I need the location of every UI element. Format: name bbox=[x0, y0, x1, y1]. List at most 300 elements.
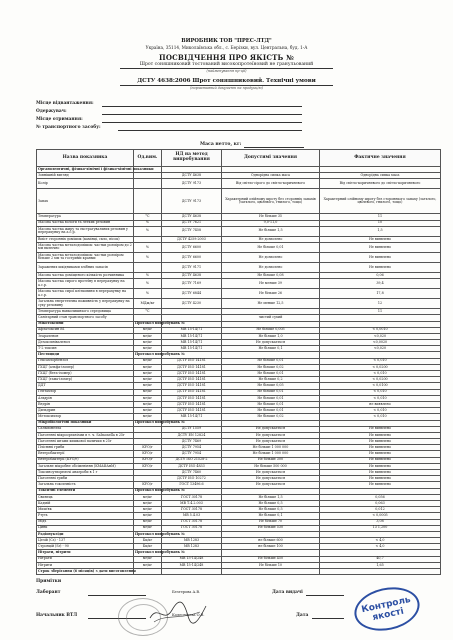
table-cell: Патогенні гриби bbox=[37, 476, 134, 482]
table-cell: 1,5 bbox=[320, 226, 441, 236]
table-cell: Т-2 токсин bbox=[37, 346, 134, 352]
table-cell: Не більше 0,01 bbox=[222, 389, 320, 395]
table-cell: Не більше 0,01 bbox=[222, 408, 320, 414]
table-cell: ДСТУ ISO 14181 bbox=[162, 395, 222, 401]
table-cell: Пестициди bbox=[37, 352, 134, 358]
table-cell: мг/кг bbox=[134, 556, 162, 562]
table-cell: < 0,0005 bbox=[320, 513, 441, 519]
table-cell: Не більше 300 bbox=[222, 457, 320, 463]
table-cell: ГХЦГ (гама-ізомер) bbox=[37, 377, 134, 383]
table-cell: МВ 15-14/71 bbox=[162, 340, 222, 346]
table-cell: ДСТУ 9173 bbox=[162, 179, 222, 189]
table-cell: 12 bbox=[320, 299, 441, 309]
table-cell: Санітарний стан транспортного засобу bbox=[37, 315, 134, 321]
table-cell: КУО/г bbox=[134, 463, 162, 469]
table-cell: 17,8 bbox=[320, 289, 441, 299]
document-title: ПОСВІДЧЕННЯ ПРО ЯКІСТЬ № bbox=[159, 53, 294, 62]
table-cell: °С bbox=[134, 214, 162, 220]
table-cell: не виявлено bbox=[320, 401, 441, 407]
table-cell: КУО/г bbox=[134, 451, 162, 457]
table-cell: мг/кг bbox=[134, 395, 162, 401]
vehicle-number-label: № транспортного засобу: bbox=[36, 125, 101, 130]
table-cell: Не виявлено bbox=[320, 432, 441, 438]
table-cell: Загальна токсичність bbox=[37, 482, 134, 488]
table-row bbox=[37, 189, 441, 214]
table-cell: мг/кг bbox=[134, 346, 162, 352]
table-cell: Масова частка сирого протеїну в перерахунку на а.с.р. bbox=[37, 279, 134, 289]
head-name: Колеснікова О.В. bbox=[172, 613, 205, 617]
table-cell: 10 bbox=[320, 220, 441, 226]
table-cell: Температура навколишнього середовища bbox=[37, 309, 134, 315]
table-cell: мг/кг bbox=[134, 494, 162, 500]
table-row bbox=[37, 252, 441, 262]
table-cell: ДСТУ ISO 10272 bbox=[162, 476, 222, 482]
table-cell: 13 1,200 bbox=[320, 525, 441, 531]
table-cell: Зовнішній вигляд bbox=[37, 173, 134, 179]
table-cell: Не більше 500 000 bbox=[222, 463, 320, 469]
table-cell: ДСТУ ISO 21528-2 bbox=[162, 457, 222, 463]
date-issue-label: Дата видачі bbox=[272, 590, 303, 595]
table-cell: Нітрати bbox=[37, 556, 134, 562]
table-cell: чистий сухий bbox=[222, 315, 320, 321]
company-address: Україна, 35114, Миколаївська обл., с. Берізки, вул. Центральна, буд. 1-А bbox=[145, 45, 308, 50]
head-label: Начальник ВТЛ bbox=[36, 613, 78, 618]
table-cell: 1,65 bbox=[320, 562, 441, 568]
table-cell: МВ Т.4.2.003 bbox=[162, 500, 222, 506]
table-cell: <0,020 bbox=[320, 346, 441, 352]
table-cell: 11 bbox=[320, 214, 441, 220]
table-cell: ГХЦГ (бета-ізомер) bbox=[37, 371, 134, 377]
table-cell: Органолептичні, фізико-хімічні і фізико-хімічні показники bbox=[38, 166, 154, 171]
table-cell: Дильдрин bbox=[37, 408, 134, 414]
table-cell: мг/кг bbox=[134, 333, 162, 339]
table-cell: Бк/кг bbox=[134, 538, 162, 544]
table-cell: мг/кг bbox=[134, 358, 162, 364]
table-cell: мг/кг bbox=[134, 327, 162, 333]
table-cell: < 0,0010 bbox=[320, 327, 441, 333]
table-cell bbox=[134, 569, 162, 575]
table-cell: Патогенні штами кишкової палички в 25г bbox=[37, 439, 134, 445]
table-cell: ДДТ bbox=[37, 383, 134, 389]
table-cell: мг/кг bbox=[134, 401, 162, 407]
table-row bbox=[37, 262, 441, 272]
table-cell: Загальна енергетична поживність у перерахунку на суху речовину bbox=[37, 299, 134, 309]
table-cell: Масова частка вологи та летких речовин bbox=[37, 220, 134, 226]
receiving-place-line bbox=[102, 122, 302, 123]
table-cell: 0,012 bbox=[320, 507, 441, 513]
table-cell: % bbox=[134, 279, 162, 289]
table-cell: КУО/г bbox=[134, 457, 162, 463]
table-row bbox=[37, 279, 441, 289]
table-cell: мг/кг bbox=[134, 414, 162, 420]
table-cell: мг/кг bbox=[134, 371, 162, 377]
date-issue-line bbox=[306, 595, 344, 596]
table-cell: ДСТУ ISO 14181 bbox=[162, 401, 222, 407]
table-cell: Не виявлено bbox=[320, 470, 441, 476]
table-cell: Не допускається bbox=[222, 439, 320, 445]
table-cell: МДж/кг bbox=[134, 299, 162, 309]
column-header: Од.вим. bbox=[134, 150, 162, 167]
table-cell: Не більше 70 bbox=[222, 519, 320, 525]
table-cell: 0,063 bbox=[320, 500, 441, 506]
table-cell: Ртуть bbox=[37, 513, 134, 519]
table-cell: ГХЦГ (альфа-ізомер) bbox=[37, 364, 134, 370]
table-row bbox=[37, 226, 441, 236]
table-cell: Не більше 450 bbox=[222, 556, 320, 562]
table-cell: Гексахлорбензол bbox=[37, 358, 134, 364]
table-cell: Нітрити bbox=[37, 562, 134, 568]
date-label: Дата bbox=[296, 613, 309, 618]
table-cell: Не дозволено bbox=[222, 236, 320, 242]
table-cell: Не більше 0,05 bbox=[222, 383, 320, 389]
table-cell: Ентеробактерії bbox=[37, 451, 134, 457]
table-cell: < 0,010 bbox=[320, 408, 441, 414]
table-cell: Не більше 1 000 000 bbox=[222, 445, 320, 451]
table-cell: ДСТУ ISO 14181 bbox=[162, 358, 222, 364]
table-cell: Ентеробактерії (КУО/г) bbox=[37, 457, 134, 463]
net-mass-line bbox=[244, 147, 304, 148]
table-cell: Не більше 0,01 bbox=[222, 358, 320, 364]
table-cell: ДСТУ ISO 4833 bbox=[162, 463, 222, 469]
table-cell: Радіонукліди bbox=[37, 531, 134, 537]
table-cell: ДСТУ ISO 14181 bbox=[162, 383, 222, 389]
quality-control-stamp bbox=[350, 582, 423, 637]
table-cell: МВ 15-14/248 bbox=[162, 562, 222, 568]
table-cell: °С bbox=[134, 309, 162, 315]
table-cell: 40,7 bbox=[320, 556, 441, 562]
product-note: (найменування пр-ції) bbox=[206, 69, 247, 73]
table-cell: ДСТУ ISO 14181 bbox=[162, 408, 222, 414]
table-cell: Не більше 0,01 bbox=[222, 242, 320, 252]
table-cell: Не більше 0,5 bbox=[222, 500, 320, 506]
table-cell: Не допускається bbox=[222, 482, 320, 488]
table-cell: КУО/г bbox=[134, 482, 162, 488]
table-body bbox=[37, 167, 441, 575]
table-cell: Масова частка сирої клітковини в перерахунку на а.с.р. bbox=[37, 289, 134, 299]
table-cell: Не допускається bbox=[222, 470, 320, 476]
table-cell: ДСТУ ISO 14181 bbox=[162, 364, 222, 370]
table-cell: Не виявлено bbox=[320, 242, 441, 252]
table-cell: % bbox=[134, 272, 162, 278]
table-cell: Масова частка металодомішок: частки розміром більше 2 мм та гострими краями bbox=[37, 252, 134, 262]
table-cell: 9,0-11,0 bbox=[222, 220, 320, 226]
table-cell: мг/кг bbox=[134, 377, 162, 383]
table-cell: МВ 1283 bbox=[162, 538, 222, 544]
table-cell: ДСТУ 4638 bbox=[162, 173, 222, 179]
recipient-label: Одержувач: bbox=[36, 109, 67, 114]
table-cell: мг/кг bbox=[134, 562, 162, 568]
table-cell: мг/кг bbox=[134, 383, 162, 389]
table-cell: Ендрін bbox=[37, 401, 134, 407]
table-cell: Протокол випробувань № bbox=[135, 531, 185, 536]
table-cell: < 4,0 bbox=[320, 544, 441, 550]
table-cell: Від світло-сірого до світло-коричневого bbox=[222, 179, 320, 189]
table-cell: < 0,010 bbox=[320, 414, 441, 420]
table-cell: Колір bbox=[37, 179, 134, 189]
standard-note: (нормативний документ на продукцію) bbox=[190, 86, 263, 90]
table-cell: ДСТУ 4259:2003 bbox=[162, 236, 222, 242]
table-cell: Не виявлено bbox=[320, 451, 441, 457]
table-cell: мг/кг bbox=[134, 389, 162, 395]
vehicle-number-line bbox=[118, 130, 302, 131]
table-cell: Не більше 0,005 bbox=[222, 327, 320, 333]
table-cell: Не більше 26 bbox=[222, 289, 320, 299]
table-cell: Протокол випробувань № bbox=[135, 321, 185, 326]
table-cell: Не більше 0,2 bbox=[222, 377, 320, 383]
table-cell: Протокол випробувань № bbox=[135, 550, 185, 555]
table-cell: Не дозволено bbox=[222, 262, 320, 272]
table-cell: Не виявлено bbox=[320, 252, 441, 262]
table-cell: МВ 5.4.03 bbox=[162, 513, 222, 519]
table-cell: Не виявлено bbox=[320, 463, 441, 469]
table-cell: Не більше 0,02 bbox=[222, 364, 320, 370]
table-cell: Не виявлено bbox=[320, 476, 441, 482]
table-cell: 11 bbox=[320, 309, 441, 315]
table-cell: не більше 600 bbox=[222, 538, 320, 544]
table-cell: ДСТУ 4638 bbox=[162, 272, 222, 278]
table-cell: Характерний олійному шроту без сторонніх запахів (затхлого, цвілевого, гнилого, тощо) bbox=[222, 189, 320, 214]
table-cell: Характерний олійному шроту без стороннього запаху (затхлого, цвілевого, гнилого, тощо) bbox=[320, 189, 441, 214]
table-cell: ДСТУ 6600 bbox=[162, 252, 222, 262]
table-cell: <0,0020 bbox=[320, 340, 441, 346]
table-cell: Від світло-коричневого до світло-коричневого bbox=[320, 179, 441, 189]
table-cell: мг/кг bbox=[134, 519, 162, 525]
table-row bbox=[37, 289, 441, 299]
remarks-label: Примітки bbox=[36, 579, 62, 584]
table-cell: < 0,010 bbox=[320, 371, 441, 377]
table-cell: % bbox=[134, 289, 162, 299]
table-cell: % bbox=[134, 220, 162, 226]
column-header: Назва показника bbox=[37, 150, 134, 167]
table-cell: Плісняві гриби bbox=[37, 445, 134, 451]
table-cell: ДСТУ 7458 bbox=[162, 226, 222, 236]
table-cell: ДСТУ 7460 bbox=[162, 470, 222, 476]
table-cell: ДСТУ ISO 14181 bbox=[162, 389, 222, 395]
stamp-text: Контроль якості bbox=[360, 595, 412, 624]
labtech-name: Безгерова А.В. bbox=[172, 590, 201, 594]
table-cell: Протокол випробувань № bbox=[135, 488, 185, 493]
table-cell: Патогенні мікроорганізми в т. ч. Salmonella в 25г bbox=[37, 432, 134, 438]
table-cell: < 0,010 bbox=[320, 358, 441, 364]
table-cell: Мікробіологічні показники bbox=[37, 420, 134, 426]
table-cell: Не більше 0,1 bbox=[222, 346, 320, 352]
table-cell: Не виявлено bbox=[320, 426, 441, 432]
table-row bbox=[37, 179, 441, 189]
table-cell: Не допускається bbox=[222, 476, 320, 482]
quality-table bbox=[36, 149, 441, 575]
table-row bbox=[37, 299, 441, 309]
table-cell: ДСТУ 7469 bbox=[162, 439, 222, 445]
table-cell: Не дозволено bbox=[222, 252, 320, 262]
table-cell: Стронцій (Sr) - 90 bbox=[37, 544, 134, 550]
table-cell: Не більше 0,1 bbox=[222, 513, 320, 519]
table-cell: Не більше 0,01 bbox=[222, 371, 320, 377]
table-cell: Не виявлено bbox=[320, 262, 441, 272]
table-cell: Цинк bbox=[37, 525, 134, 531]
table-cell: Не виявлено bbox=[320, 439, 441, 445]
table-cell: Не більше 530 bbox=[222, 525, 320, 531]
table-cell: Протокол випробувань № bbox=[135, 420, 185, 425]
table-cell: 39,4 bbox=[320, 279, 441, 289]
table-cell: ГОСТ 13496.6 bbox=[162, 482, 222, 488]
table-cell: Не менше 12,5 bbox=[222, 299, 320, 309]
table-section-row bbox=[37, 569, 441, 575]
date-line bbox=[312, 618, 344, 619]
table-cell: ДСТУ ISO 14181 bbox=[162, 377, 222, 383]
table-cell: Цезій (Cs) - 137 bbox=[37, 538, 134, 544]
column-header: НД на метод випробування bbox=[162, 150, 222, 167]
table-cell: Не більше 10 bbox=[222, 562, 320, 568]
table-cell: мг/кг bbox=[134, 500, 162, 506]
table-cell bbox=[134, 262, 162, 272]
table-cell: < 4,0 bbox=[320, 538, 441, 544]
table-cell: Не допускається bbox=[222, 340, 320, 346]
table-cell: мг/кг bbox=[134, 408, 162, 414]
table-cell: мг/кг bbox=[134, 364, 162, 370]
table-cell: ДСТУ 6844 bbox=[162, 289, 222, 299]
table-cell: % bbox=[134, 242, 162, 252]
table-cell: МВ 15-14/71 bbox=[162, 346, 222, 352]
table-cell: Масова частка металодомішок: частки розміром до 2 мм включно bbox=[38, 242, 132, 251]
table-cell: Не більше 1,5 bbox=[222, 226, 320, 236]
table-cell: % bbox=[134, 226, 162, 236]
table-cell: не більше 100 bbox=[222, 544, 320, 550]
table-cell: ДСТУ 9173 bbox=[162, 189, 222, 214]
table-cell: Вміст сторонніх домішок (камінці, скло, пісок) bbox=[37, 236, 134, 242]
table-cell: Однорідна сипка маса bbox=[320, 173, 441, 179]
table-cell: ДСТУ 4638 bbox=[162, 214, 222, 220]
table-cell: Нітрати, нітрити bbox=[37, 550, 134, 556]
table-cell: ДСТУ ISO 14181 bbox=[162, 371, 222, 377]
shipment-place-line bbox=[102, 106, 302, 107]
table-cell: Не більше 0,01 bbox=[222, 395, 320, 401]
table-cell: мг/кг bbox=[134, 340, 162, 346]
table-cell: < 0,0200 bbox=[320, 364, 441, 370]
column-header: Допустимі значення bbox=[222, 150, 320, 167]
company-name: ВИРОБНИК ТОВ "ПРЕС-ЛТД" bbox=[181, 38, 272, 44]
table-cell: Протокол випробувань № bbox=[135, 352, 185, 357]
table-cell: Запах bbox=[37, 189, 134, 214]
table-cell: ДСТУ 7621 bbox=[162, 220, 222, 226]
table-cell: мг/кг bbox=[134, 507, 162, 513]
table-cell: ДСТУ 4230 bbox=[162, 299, 222, 309]
product-name: Шрот соняшниковий тостований високопротеїновий не гранульований bbox=[139, 62, 314, 67]
table-cell: Не більше 35 bbox=[222, 214, 320, 220]
table-cell: ДСТУ 7954 bbox=[162, 445, 222, 451]
table-cell: Загальне мікробне обсіменіння (КМАФАнМ) bbox=[37, 463, 134, 469]
labtech-signature-line bbox=[88, 595, 146, 596]
table-cell bbox=[134, 179, 162, 189]
table-cell: % bbox=[134, 252, 162, 262]
table-cell: ДСТУ 9171 bbox=[162, 262, 222, 272]
table-cell: Не виявлено bbox=[320, 457, 441, 463]
table-cell: МВ 15-14/248 bbox=[162, 556, 222, 562]
shipment-place-label: Місце відвантаження: bbox=[36, 101, 94, 106]
table-cell: Заражених шкідниками хлібних запасів bbox=[37, 262, 134, 272]
table-cell: Однорідна сипка маса bbox=[222, 173, 320, 179]
table-cell: 3,08 bbox=[320, 519, 441, 525]
column-header: Фактичне значення bbox=[320, 150, 441, 167]
table-cell: Не допускається bbox=[222, 426, 320, 432]
table-cell: Не більше 1,5 bbox=[222, 494, 320, 500]
table-cell: Кадмій bbox=[37, 500, 134, 506]
table-cell: ГОСТ 30178 bbox=[162, 525, 222, 531]
table-cell: МВ 1283 bbox=[162, 544, 222, 550]
table-cell bbox=[222, 569, 320, 575]
table-cell: ДСТУ EN 12824 bbox=[162, 432, 222, 438]
net-mass-label: Маса нетто, кг: bbox=[200, 142, 242, 147]
table-cell bbox=[162, 569, 222, 575]
receiving-place-label: Місце отримання: bbox=[36, 117, 83, 122]
table-cell: Не більше 1,0 bbox=[222, 333, 320, 339]
table-cell: Токсичні елементи bbox=[37, 488, 134, 494]
table-cell: мг/кг bbox=[134, 513, 162, 519]
table-cell: ДСТУ 7954 bbox=[162, 451, 222, 457]
table-cell: ГОСТ 30178 bbox=[162, 519, 222, 525]
table-cell: Сальмонелла bbox=[37, 426, 134, 432]
table-cell: Температура bbox=[37, 214, 134, 220]
table-cell: Миш'як bbox=[37, 507, 134, 513]
table-cell: Строк зберігання (6 місяців) з дати виготовлення bbox=[38, 568, 136, 573]
table-cell: Не більше 0,08 bbox=[222, 272, 320, 278]
table-cell: Не більше 0,02 bbox=[222, 414, 320, 420]
table-cell: Масова частка доміщеного кількість розчинника bbox=[37, 272, 134, 278]
labtech-label: Лаборант bbox=[36, 590, 61, 595]
table-cell: Не допускається bbox=[222, 432, 320, 438]
standard-name: ДСТУ 4638:2006 Шрот соняшниковий. Технічні умови bbox=[137, 78, 316, 84]
table-cell: Бк/кг bbox=[134, 544, 162, 550]
table-cell: < 0,0200 bbox=[320, 377, 441, 383]
table-cell: Не більше 0,5 bbox=[222, 507, 320, 513]
table-cell: Дезоксиніваленол bbox=[37, 340, 134, 346]
table-cell: ГОСТ 30178 bbox=[162, 507, 222, 513]
table-cell: МВ 15-14/71 bbox=[162, 414, 222, 420]
table-cell: Токсиноутворюючі анаероби в 1 г bbox=[37, 470, 134, 476]
table-cell: МВ 15-14/71 bbox=[162, 333, 222, 339]
table-cell bbox=[134, 189, 162, 214]
table-cell: 0,06 bbox=[320, 272, 441, 278]
table-cell: ДСТУ 7169 bbox=[162, 279, 222, 289]
table-header-row bbox=[37, 150, 441, 167]
table-cell: Свинець bbox=[37, 494, 134, 500]
table-cell: 0,056 bbox=[320, 494, 441, 500]
table-cell: Не виявлено bbox=[320, 445, 441, 451]
table-cell: Не виявлено bbox=[320, 236, 441, 242]
table-cell: Гептахлор bbox=[37, 389, 134, 395]
table-cell: Не більше 1 000 000 bbox=[222, 451, 320, 457]
table-cell: КУО/г bbox=[134, 445, 162, 451]
table-row bbox=[37, 242, 441, 252]
table-cell: Метоксихлор bbox=[37, 414, 134, 420]
table-cell: МВ 15-14/71 bbox=[162, 327, 222, 333]
recipient-line bbox=[102, 114, 302, 115]
table-cell: Мікотоксини bbox=[37, 321, 134, 327]
table-cell: мг/кг bbox=[134, 525, 162, 531]
signature-scribble-icon bbox=[148, 600, 208, 626]
table-cell: Мідь bbox=[37, 519, 134, 525]
table-cell: Масова частка жиру та екстрагувальних речовин у перерахунку на а.с.р. bbox=[37, 226, 134, 236]
table-cell: Альдрін bbox=[37, 395, 134, 401]
table-cell: <0,020 bbox=[320, 333, 441, 339]
table-cell: Зеараленон bbox=[37, 333, 134, 339]
table-cell bbox=[320, 569, 441, 575]
table-cell: Не виявлено bbox=[320, 482, 441, 488]
table-cell: < 0,010 bbox=[320, 395, 441, 401]
table-cell: Афлатоксин В1 bbox=[37, 327, 134, 333]
table-cell: ГОСТ 30178 bbox=[162, 494, 222, 500]
table-cell: ДСТУ 6600 bbox=[162, 242, 222, 252]
table-cell: Не менше 39 bbox=[222, 279, 320, 289]
